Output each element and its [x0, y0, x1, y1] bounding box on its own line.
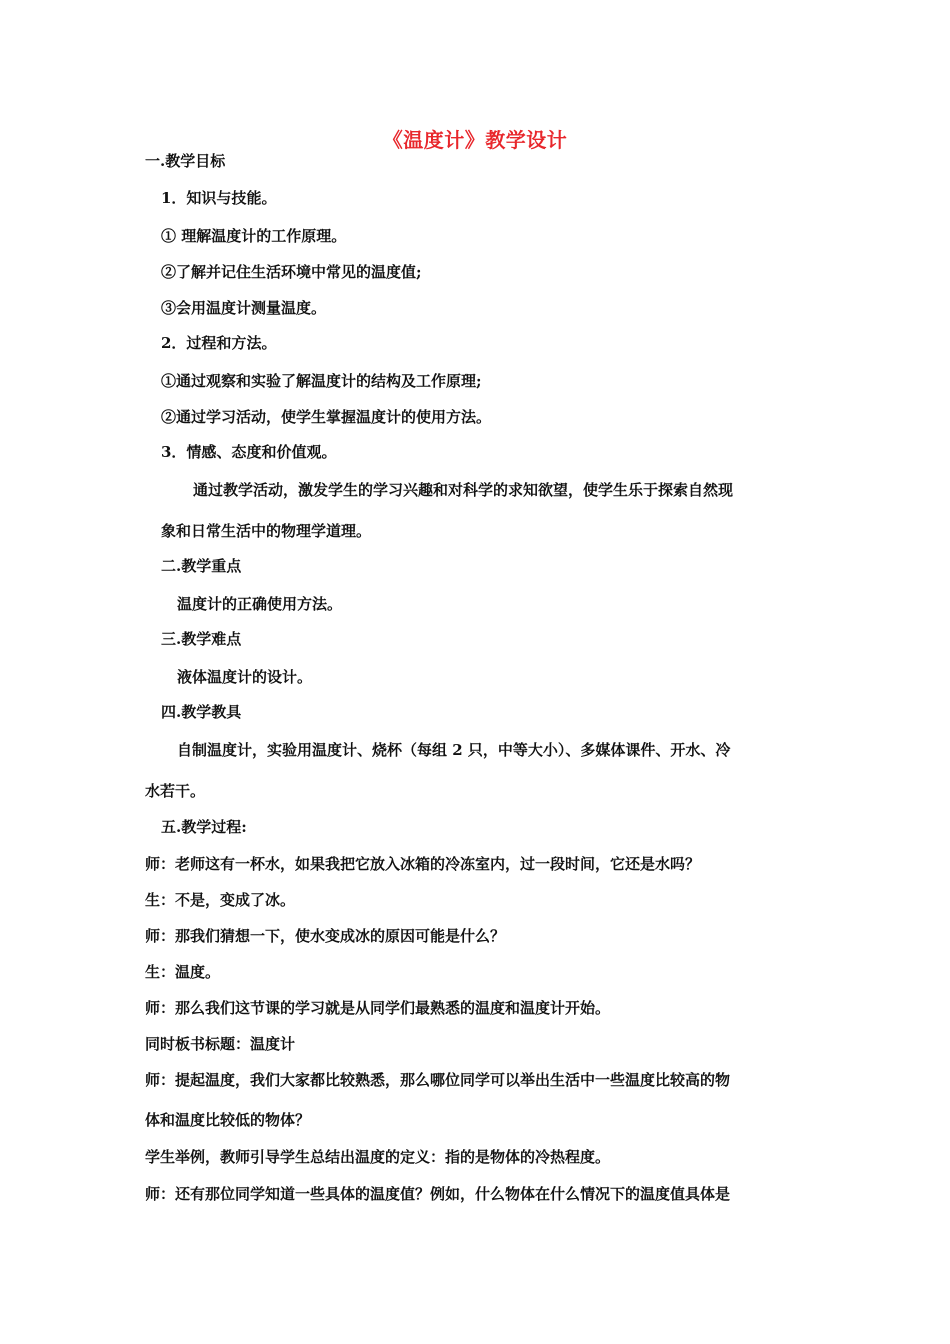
section-heading-difficulties: 三.教学难点 [161, 630, 242, 648]
section-heading-teaching-aids: 四.教学教具 [161, 703, 242, 721]
section-heading-teaching-process: 五.教学过程: [161, 818, 247, 836]
subheading-process-methods: 2．过程和方法。 [161, 334, 277, 352]
paragraph-text: 温度计的正确使用方法。 [177, 595, 343, 613]
paragraph-text: 学生举例，教师引导学生总结出温度的定义：指的是物体的冷热程度。 [145, 1148, 611, 1166]
dialogue-line: 师：还有那位同学知道一些具体的温度值？例如，什么物体在什么情况下的温度值具体是 [145, 1185, 731, 1203]
document-title: 《温度计》教学设计 [382, 128, 568, 152]
paragraph-text: 同时板书标题：温度计 [145, 1035, 296, 1053]
dialogue-line: 师：老师这有一杯水，如果我把它放入冰箱的冷冻室内，过一段时间，它还是水吗？ [145, 855, 701, 873]
paragraph-text: 水若干。 [145, 782, 206, 800]
paragraph-text: 自制温度计，实验用温度计、烧杯（每组 2 只，中等大小）、多媒体课件、开水、冷 [177, 741, 731, 759]
paragraph-text: 通过教学活动，激发学生的学习兴趣和对科学的求知欲望，使学生乐于探索自然现 [193, 481, 734, 499]
dialogue-line: 师：提起温度，我们大家都比较熟悉，那么哪位同学可以举出生活中一些温度比较高的物 [145, 1071, 731, 1089]
dialogue-line: 师：那么我们这节课的学习就是从同学们最熟悉的温度和温度计开始。 [145, 999, 611, 1017]
paragraph-text: 液体温度计的设计。 [177, 668, 313, 686]
dialogue-line: 体和温度比较低的物体？ [145, 1111, 311, 1129]
dialogue-line: 生：温度。 [145, 963, 221, 981]
subheading-knowledge-skills: 1．知识与技能。 [161, 189, 277, 207]
dialogue-line: 师：那我们猜想一下，使水变成冰的原因可能是什么？ [145, 927, 506, 945]
paragraph-text: 象和日常生活中的物理学道理。 [161, 522, 372, 540]
dialogue-line: 生：不是，变成了冰。 [145, 891, 296, 909]
section-heading-key-points: 二.教学重点 [161, 557, 242, 575]
objective-item: ③会用温度计测量温度。 [161, 299, 327, 317]
section-heading-objectives: 一.教学目标 [145, 152, 226, 170]
objective-item: ②了解并记住生活环境中常见的温度值; [161, 263, 422, 281]
objective-item: ②通过学习活动，使学生掌握温度计的使用方法。 [161, 408, 492, 426]
objective-item: ① 理解温度计的工作原理。 [161, 227, 347, 245]
objective-item: ①通过观察和实验了解温度计的结构及工作原理; [161, 372, 482, 390]
subheading-attitude-values: 3．情感、态度和价值观。 [161, 443, 337, 461]
